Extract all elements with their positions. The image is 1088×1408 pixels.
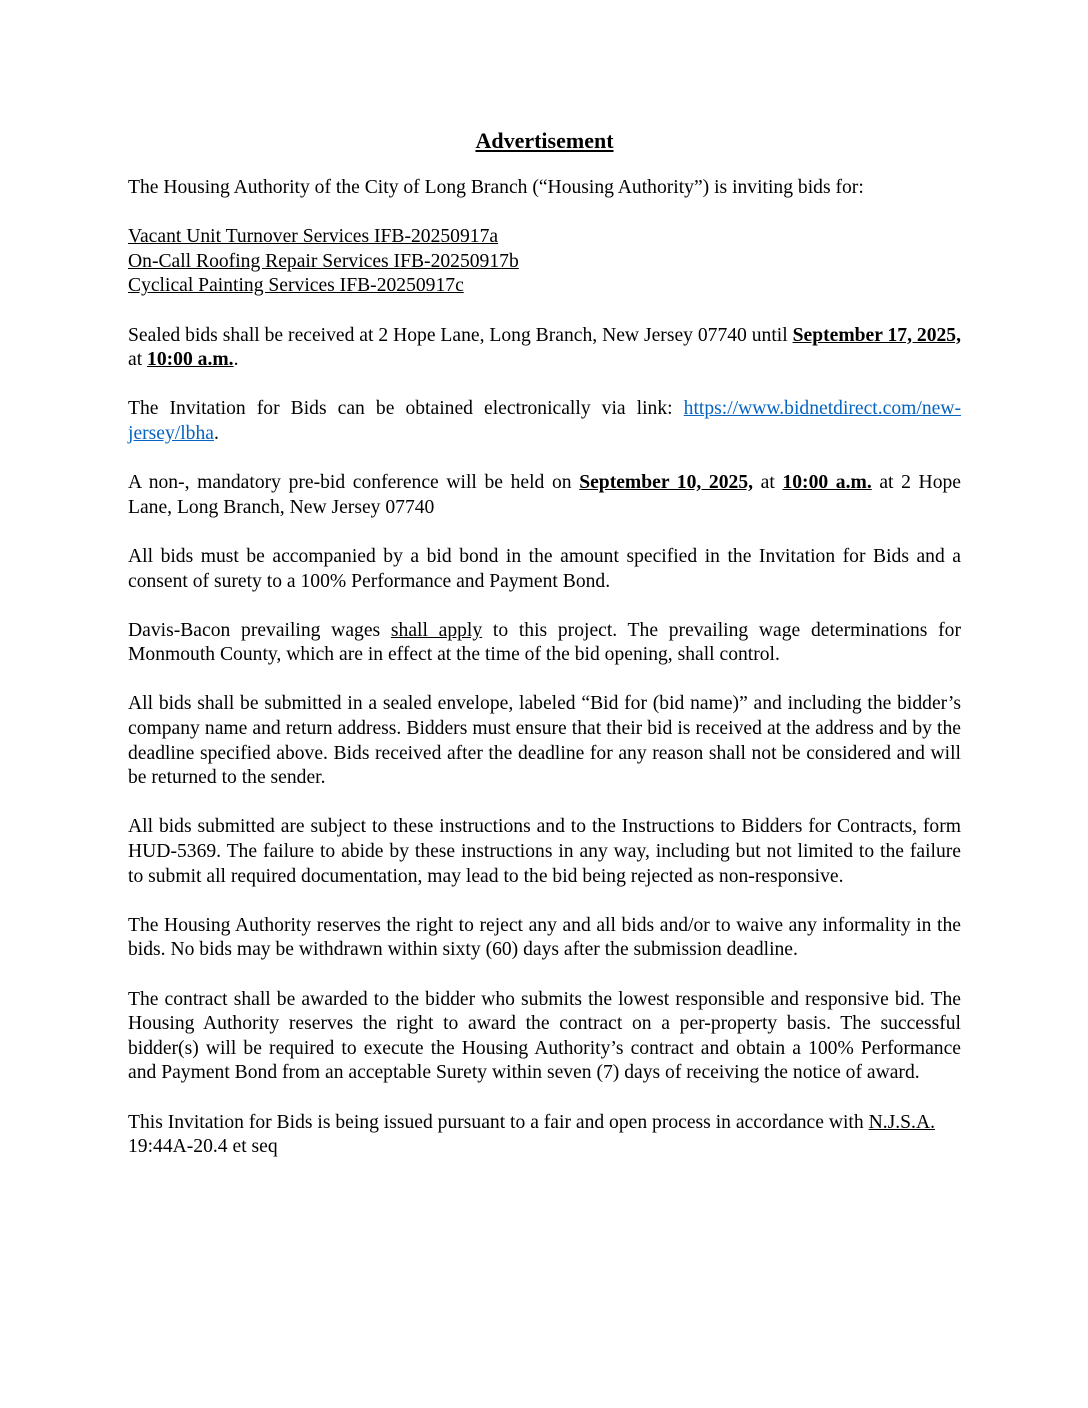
sealed-bids-paragraph xyxy=(128,324,961,373)
service-item-roofing: On-Call Roofing Repair Services IFB-20250917b xyxy=(128,250,519,272)
davis-bacon-rest: to this project. The prevailing wage determinations for Monmouth County, which are in effect at the time of the bid opening, shall control. xyxy=(128,619,961,666)
service-item-painting: Cyclical Painting Services IFB-20250917c xyxy=(128,275,464,297)
statute-reference: N.J.S.A. xyxy=(868,1111,935,1133)
davis-bacon-text: Davis-Bacon prevailing wages xyxy=(128,619,391,641)
advertisement-page xyxy=(128,126,961,1184)
page-title: Advertisement xyxy=(475,128,614,153)
reserves-paragraph: The Housing Authority reserves the right to reject any and all bids and/or to waive any informality in the bids. No bids may be withdrawn within sixty (60) days after the submission deadline. xyxy=(128,914,961,961)
bid-due-time: 10:00 a.m. xyxy=(147,349,234,371)
intro-paragraph: The Housing Authority of the City of Long Branch (“Housing Authority”) is inviting bids for: xyxy=(128,177,864,198)
conference-text: A non-, mandatory pre-bid conference will be held on xyxy=(128,472,580,494)
bidnet-link[interactable]: https://www.bidnetdirect.com/new-jersey/lbha xyxy=(128,398,961,444)
pursuant-text: This Invitation for Bids is being issued pursuant to a fair and open process in accordance with xyxy=(128,1111,869,1133)
invitation-text: The Invitation for Bids can be obtained electronically via link: xyxy=(128,398,684,420)
davis-bacon-emphasis: shall apply xyxy=(390,619,483,641)
sealed-bids-at: at xyxy=(128,349,148,371)
pursuant-end: 19:44A-20.4 et seq xyxy=(128,1136,278,1158)
conference-time: 10:00 a.m. xyxy=(782,472,872,494)
service-list xyxy=(128,225,961,299)
instructions-paragraph: All bids submitted are subject to these instructions and to the Instructions to Bidders for Contracts, form HUD-5369. The failure to abide by these instructions in any way, including but not limited to the failure to submit all required documentation, may lead to the bid being rejected as non-responsive. xyxy=(128,816,961,887)
conference-paragraph xyxy=(128,471,961,520)
conference-date: September 10, 2025, xyxy=(579,472,754,494)
sealed-bids-text: Sealed bids shall be received at 2 Hope Lane, Long Branch, New Jersey 07740 until xyxy=(128,324,793,346)
sealed-bids-end: . xyxy=(233,349,239,371)
conference-location: at 2 Hope Lane, Long Branch, New Jersey 07740 xyxy=(128,472,962,518)
submission-paragraph: All bids shall be submitted in a sealed envelope, labeled “Bid for (bid name)” and including the bidder’s company name and return address. Bidders must ensure that their bid is received at the address and by the deadline specified above. Bids received after the deadline for any reason shall not be considered and will be returned to the sender. xyxy=(128,693,961,789)
service-item-vacant-unit: Vacant Unit Turnover Services IFB-20250917a xyxy=(128,226,499,248)
invitation-paragraph xyxy=(128,397,961,446)
pursuant-paragraph xyxy=(128,1111,961,1160)
award-paragraph: The contract shall be awarded to the bidder who submits the lowest responsible and responsive bid. The Housing Authority reserves the right to award the contract on a per-property basis. The successful bidder(s) will be required to execute the Housing Authority’s contract and obtain a 100% Performance and Payment Bond from an acceptable Surety within seven (7) days of receiving the notice of award. xyxy=(128,988,961,1084)
davis-bacon-paragraph xyxy=(128,619,961,668)
conference-at: at xyxy=(753,472,783,494)
bond-paragraph: All bids must be accompanied by a bid bond in the amount specified in the Invitation for Bids and a consent of surety to a 100% Performance and Payment Bond. xyxy=(128,545,961,592)
invitation-end: . xyxy=(213,422,219,444)
bid-due-date: September 17, 2025, xyxy=(792,324,961,346)
